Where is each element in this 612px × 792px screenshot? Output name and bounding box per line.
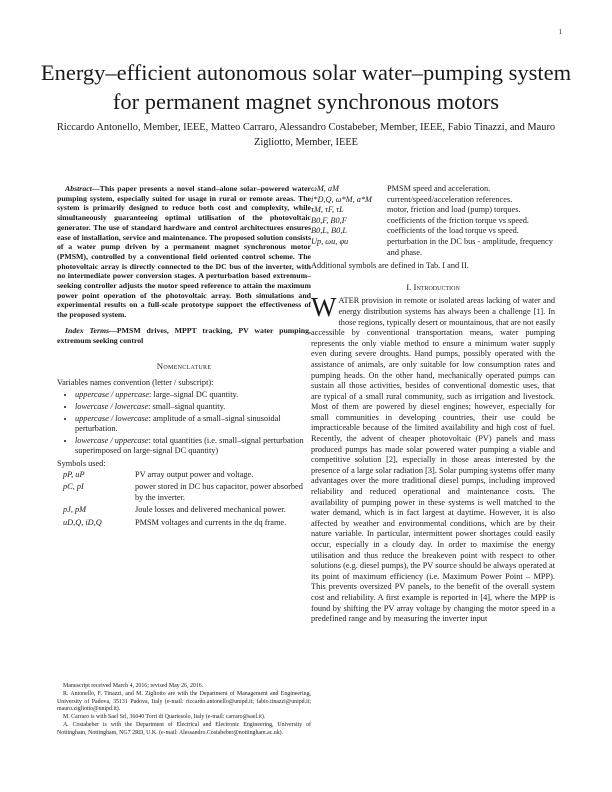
symbol: B0,F, B0,F [311, 215, 347, 225]
symbol-desc: current/speed/acceleration references. [387, 194, 513, 204]
symbol-desc: coefficients of the load torque vs speed. [387, 226, 519, 236]
index-terms [57, 326, 311, 345]
author-list: Riccardo Antonello, Member, IEEE, Matteo Carraro, Alessandro Costabeber, Member, IEEE, Fabio Tinazzi, and Mauro Zigliotto, Member, IEEE [56, 122, 556, 148]
symbol-desc: PMSM voltages and currents in the dq frame. [135, 517, 287, 527]
list-item [75, 390, 311, 401]
symbol: pC, pI [63, 482, 84, 492]
symbol-row [311, 195, 555, 206]
footnote: Manuscript received March 4, 2016; revised May 26, 2016. [63, 683, 204, 689]
convention-term: uppercase / uppercase [75, 390, 150, 400]
symbols-label: Symbols used: [57, 459, 106, 468]
left-column [57, 184, 311, 531]
symbol: i*D,Q, ω*M, a*M [311, 194, 372, 204]
convention-term: uppercase / lowercase [75, 413, 149, 423]
convention-term: lowercase / uppercase [75, 435, 149, 445]
introduction-heading: I. Introduction [406, 281, 460, 292]
footnote: A. Costabeber is with the Department of Electrical and Electronic Engineering, University of Nottingham, Nottingham, NG7 2RD, U.K. (e-mail: Alessandro.Costabeber@nottingham.ac.uk). [57, 722, 311, 736]
footnote: R. Antonello, F. Tinazzi, and M. Zigliotto are with the Department of Management and Engineering, University of Padova, 35131 Padova, Italy (e-mail: riccardo.antonello@unipd.it; fabio.tinazzi@unipd.it; mauro.zigliotto@unipd.it). [57, 691, 311, 712]
introduction-text: ATER provision in remote or isolated areas lacking of water and energy distribution systems has always been a challenge [1]. In those regions, typically desert or mountainous, that are not easily accessible by conventional transportation means, water pumping represents the only viable method to ensure a minimum water supply even during severe droughts. Hand pumps, possibly operated with the assistance of animals, are only suitable for low consumption rates and pumping heads. On the other hand, mechanically operated pumps can sustain all those activities, besides of conventional domestic uses, that are typical of a small rural community, such as irrigation and livestock. Most of them are powered by diesel engines; however, especially for small communities in developing countries, their use could be impracticeable because of the limited availability and high cost of fuel. Recently, the advent of cheaper photovoltaic (PV) panels and mass produced pumps has made solar powered water pumping a viable and competitive solution [2], especially in those areas interested by the presence of a large solar radiation [3]. Solar pumping systems offer many advantages over the more traditional diesel pumps, including improved reliability and reduced operational and maintenance costs. The availability of pumping power in these systems is well matched to the water demand, which is in fact largest at daytime. However, it is also affected by weather and environmental conditions, which are by their nature variable. In particular, intermittent power shortages could easily occur, especially in a cloudy day. In order to maximise the energy utilisation and thus reduce the breakeven point with respect to other solutions (e.g. diesel pumps), the PV source should be always operated at its point of maximum efficiency (i.e. Maximum Power Point – MPP). This prevents oversized PV panels, to the benefit of the overall system cost and reliability. A first example is reported in [4], where the MPP is found by shifting the PV array voltage by changing the motor speed in a predefined range and by measuring the inverter input [311, 296, 555, 624]
symbol: ωM, aM [311, 184, 339, 193]
symbol: pJ, pM [63, 505, 87, 515]
introduction-paragraph [311, 292, 555, 624]
footnote: M. Carraro is with Sael Srl, 36040 Torri di Quartesolo, Italy (e-mail: carraro@sael.it). [63, 714, 266, 721]
symbol-row [311, 226, 555, 237]
symbol: pP, uP [63, 469, 85, 479]
list-item [75, 402, 311, 413]
symbol-desc: PV array output power and voltage. [135, 469, 254, 479]
convention-desc: : total quantities (i.e. small–signal perturbation superimposed on large-signal DC quantity) [75, 435, 304, 456]
symbol-row [57, 505, 311, 516]
abstract [57, 184, 311, 320]
symbol-row [311, 216, 555, 227]
symbol: B0,L, B0,L [311, 226, 347, 236]
additional-symbols-note: Additional symbols are defined in Tab. I and II. [311, 261, 469, 271]
page-number: 1 [558, 28, 562, 36]
symbol-row [57, 482, 311, 503]
symbol-desc: Joule losses and delivered mechanical power. [135, 505, 286, 515]
index-terms-text: —PMSM drives, MPPT tracking, PV water pumping, extremum seeking control [57, 325, 311, 345]
symbol: τM, τF, τL [311, 205, 344, 215]
abstract-text: —This paper presents a novel stand–alone solar–powered water pumping system, especially suited for usage in rural or remote areas. The system is primarily designed to reduce both cost and complexity, while simultaneously guaranteeing optimal utilisation of the photovoltaic generator. The use of standard hardware and control architectures ensures ease of installation, service and maintenance. The proposed solution consists of a water pump driven by a permanent magnet synchronous motor (PMSM), controlled by a conventional field oriented control scheme. The photovoltaic array is directly connected to the DC bus of the inverter, with no intermediate power conversion stages. A perturbation based extremum–seeking controller adjusts the motor speed reference to attain the maximum power point operation of the photovoltaic array. Both simulations and experimental results on a full-scale prototype support the effectiveness of the proposed system. [57, 184, 311, 320]
naming-convention-intro: Variables names convention (letter / subscript): [57, 377, 214, 387]
symbol-row [311, 205, 555, 216]
symbol: Up, ωu, φu [311, 236, 349, 246]
drop-cap: W [311, 292, 337, 323]
symbol-desc: motor, friction and load (pump) torques. [387, 205, 521, 215]
convention-desc: : small–signal quantity. [148, 402, 226, 412]
right-column [311, 184, 555, 625]
symbol-desc: coefficients of the friction torque vs speed. [387, 215, 529, 225]
symbol: uD,Q, iD,Q [63, 517, 102, 527]
paper-title: Energy–efficient autonomous solar water–pumping system for permanent magnet synchronous motors [40, 60, 572, 114]
index-terms-label: Index Terms [65, 325, 110, 335]
footnotes [57, 683, 311, 738]
symbol-row [311, 237, 555, 258]
symbol-row [311, 184, 555, 195]
convention-desc: : large–signal DC quantity. [149, 390, 239, 400]
abstract-label: Abstract [65, 184, 92, 193]
symbol-desc: PMSM speed and acceleration. [387, 184, 491, 193]
naming-convention-list [57, 390, 311, 457]
nomenclature-heading: Nomenclature [156, 361, 212, 372]
list-item [75, 414, 311, 435]
convention-desc: : amplitude of a small–signal sinusoidal perturbation. [75, 413, 281, 434]
symbol-row [57, 470, 311, 481]
symbol-desc: perturbation in the DC bus - amplitude, frequency and phase. [387, 236, 553, 257]
convention-term: lowercase / lowercase [75, 402, 149, 412]
list-item [75, 436, 311, 457]
symbol-desc: power stored in DC bus capacitor, power absorbed by the inverter. [135, 482, 303, 502]
symbol-row [57, 518, 311, 529]
